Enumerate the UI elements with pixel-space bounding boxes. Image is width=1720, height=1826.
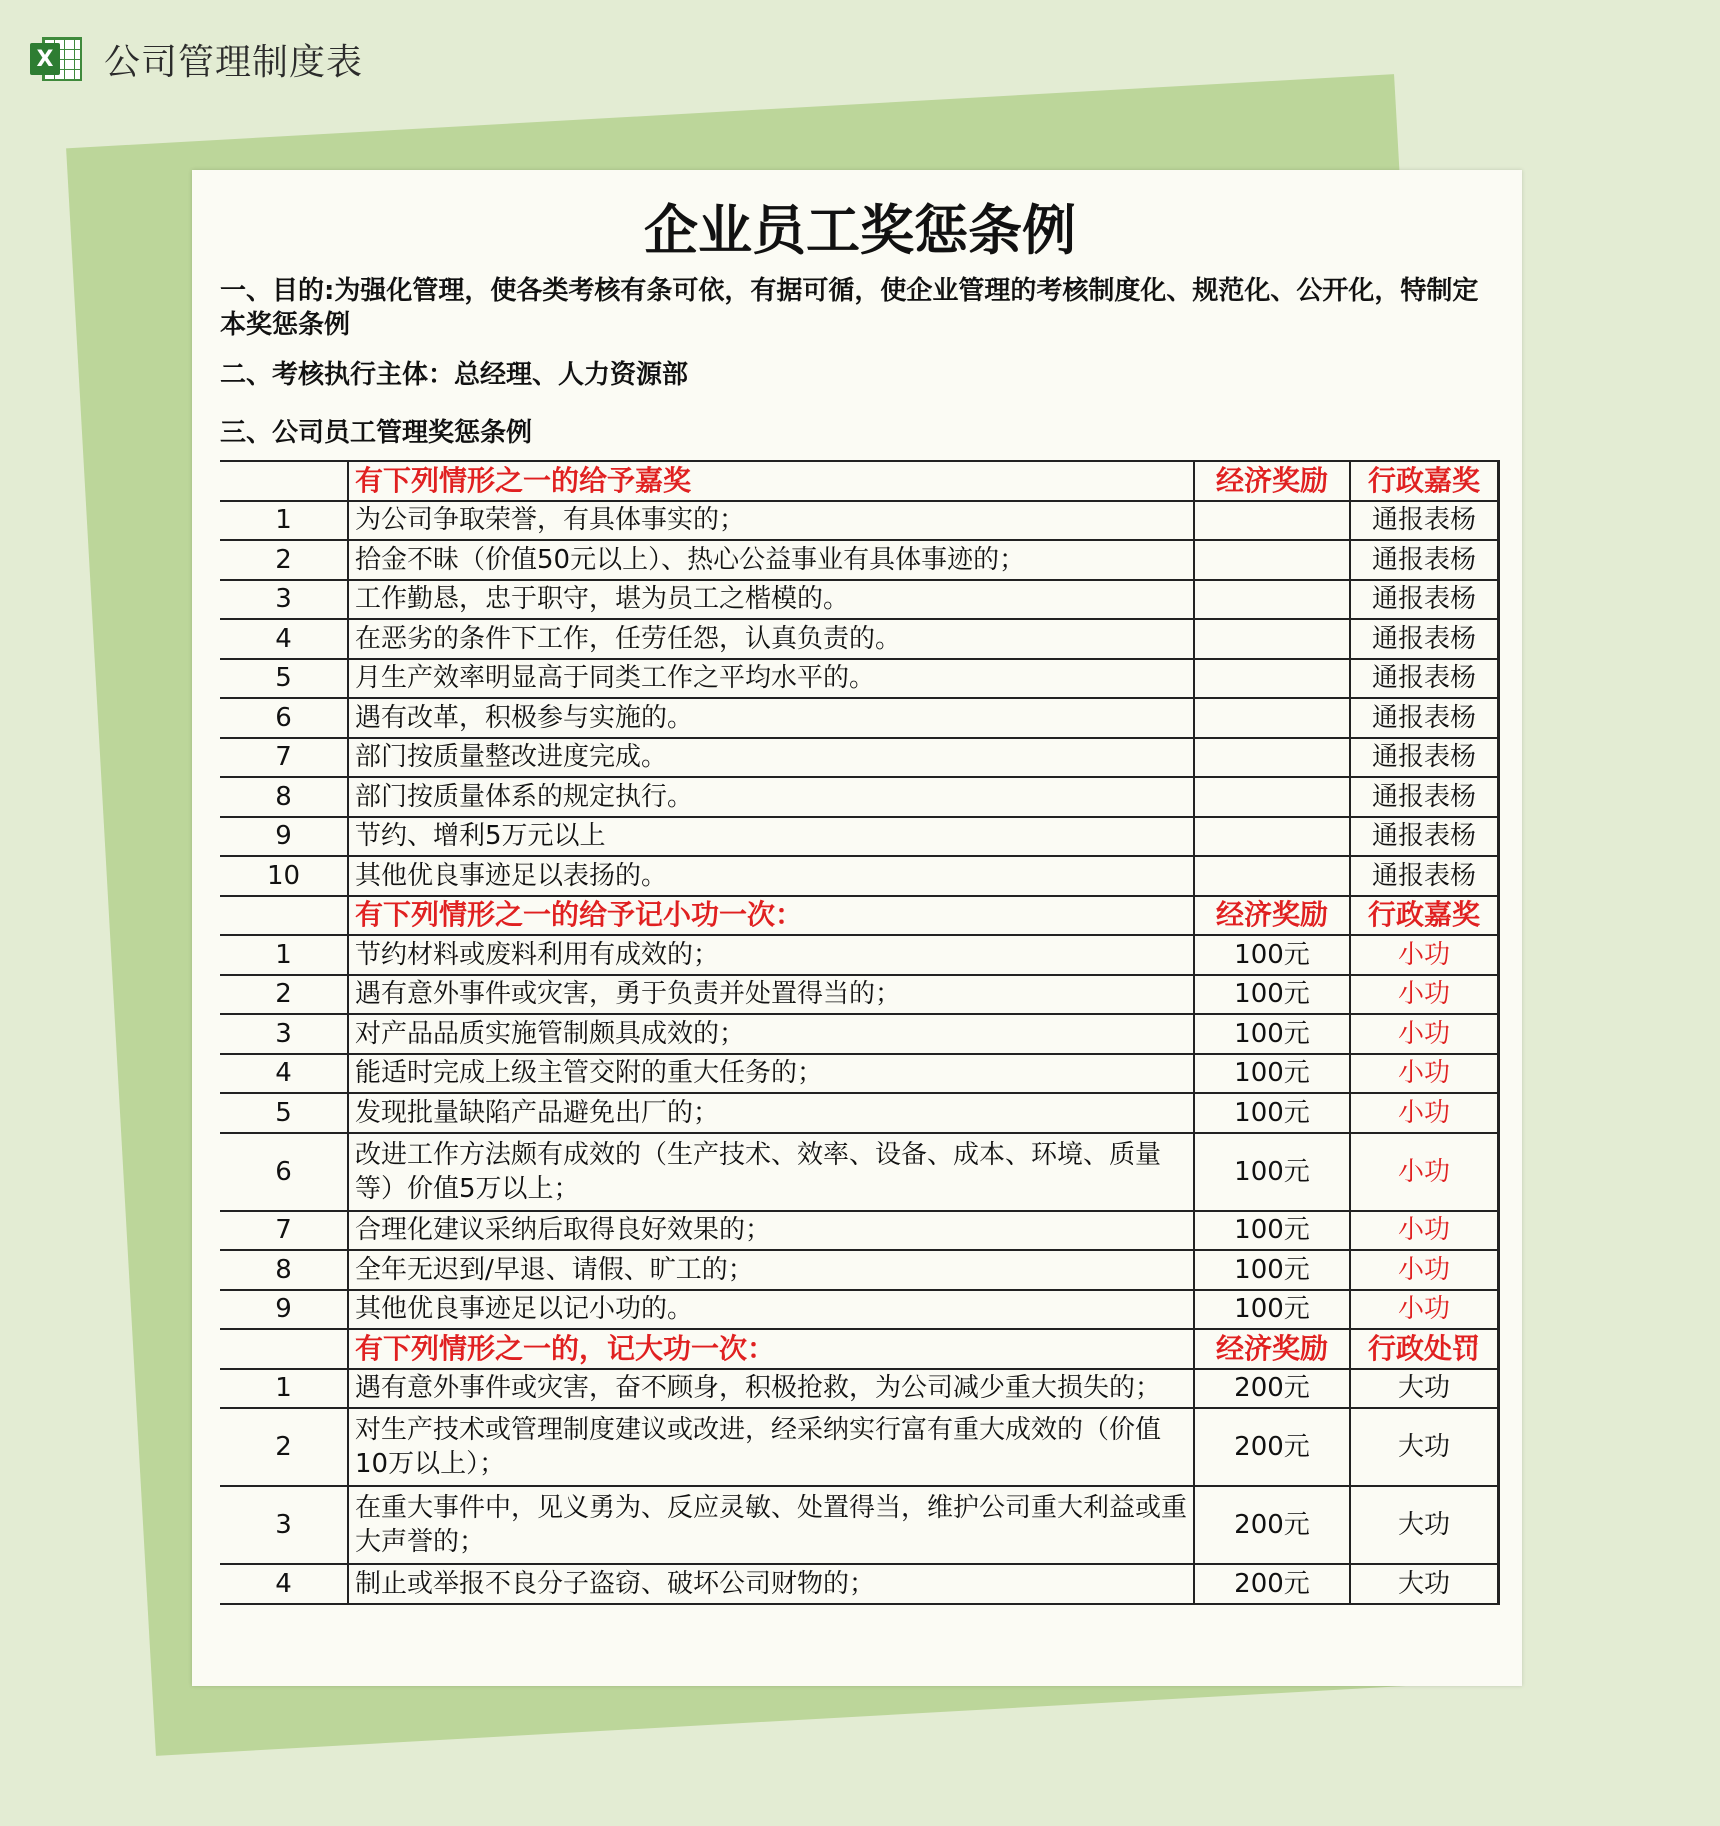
table-row	[220, 1369, 1498, 1409]
row-economic-reward	[1194, 540, 1350, 580]
row-admin-action: 通报表杨	[1350, 540, 1498, 580]
section-blank-cell	[220, 461, 348, 501]
row-admin-action: 小功	[1350, 975, 1498, 1015]
row-description: 其他优良事迹足以记小功的。	[348, 1290, 1194, 1330]
row-admin-action: 小功	[1350, 1093, 1498, 1133]
row-admin-action: 小功	[1350, 1250, 1498, 1290]
row-description: 节约、增利5万元以上	[348, 817, 1194, 857]
row-description: 节约材料或废料利用有成效的；	[348, 935, 1194, 975]
row-economic-reward	[1194, 501, 1350, 541]
row-number: 4	[220, 619, 348, 659]
header-title: 公司管理制度表	[104, 41, 364, 83]
document-title: 企业员工奖惩条例	[644, 198, 1076, 262]
row-description: 为公司争取荣誉，有具体事实的；	[348, 501, 1194, 541]
row-description: 部门按质量体系的规定执行。	[348, 777, 1194, 817]
row-admin-action: 通报表杨	[1350, 659, 1498, 699]
row-description: 其他优良事迹足以表扬的。	[348, 856, 1194, 896]
table-row	[220, 856, 1498, 896]
row-number: 3	[220, 580, 348, 620]
row-admin-action: 大功	[1350, 1486, 1498, 1564]
row-economic-reward: 200元	[1194, 1369, 1350, 1409]
paragraph-purpose: 一、目的:为强化管理，使各类考核有条可依，有据可循，使企业管理的考核制度化、规范化、公开化，特制定本奖惩条例	[220, 276, 1479, 340]
row-description: 在重大事件中，见义勇为、反应灵敏、处置得当，维护公司重大利益或重大声誉的；	[348, 1486, 1194, 1564]
row-admin-action: 通报表杨	[1350, 619, 1498, 659]
section-header-row	[220, 1329, 1498, 1369]
table-row	[220, 738, 1498, 778]
row-number: 7	[220, 738, 348, 778]
row-number: 4	[220, 1054, 348, 1094]
column-header-economic: 经济奖励	[1194, 896, 1350, 936]
row-number: 1	[220, 501, 348, 541]
row-economic-reward: 100元	[1194, 1093, 1350, 1133]
row-description: 制止或举报不良分子盗窃、破坏公司财物的；	[348, 1564, 1194, 1604]
section-header-row	[220, 896, 1498, 936]
table-row	[220, 659, 1498, 699]
row-description: 能适时完成上级主管交附的重大任务的；	[348, 1054, 1194, 1094]
row-number: 3	[220, 1486, 348, 1564]
table-row	[220, 698, 1498, 738]
row-number: 1	[220, 935, 348, 975]
row-description: 月生产效率明显高于同类工作之平均水平的。	[348, 659, 1194, 699]
row-description: 全年无迟到/早退、请假、旷工的；	[348, 1250, 1194, 1290]
row-number: 1	[220, 1369, 348, 1409]
row-economic-reward: 100元	[1194, 1250, 1350, 1290]
column-header-admin: 行政嘉奖	[1350, 896, 1498, 936]
row-admin-action: 通报表杨	[1350, 580, 1498, 620]
table-row	[220, 1014, 1498, 1054]
row-economic-reward: 200元	[1194, 1408, 1350, 1486]
table-row	[220, 1486, 1498, 1564]
row-description: 遇有意外事件或灾害，奋不顾身，积极抢救，为公司减少重大损失的；	[348, 1369, 1194, 1409]
row-economic-reward	[1194, 856, 1350, 896]
table-row	[220, 1408, 1498, 1486]
table-row	[220, 975, 1498, 1015]
column-header-economic: 经济奖励	[1194, 1329, 1350, 1369]
section-blank-cell	[220, 1329, 348, 1369]
row-description: 遇有改革，积极参与实施的。	[348, 698, 1194, 738]
section-header-row	[220, 461, 1498, 501]
row-number: 9	[220, 817, 348, 857]
table-row	[220, 1093, 1498, 1133]
row-economic-reward: 200元	[1194, 1486, 1350, 1564]
row-admin-action: 小功	[1350, 935, 1498, 975]
table-row	[220, 777, 1498, 817]
table-row	[220, 619, 1498, 659]
row-number: 5	[220, 659, 348, 699]
row-description: 在恶劣的条件下工作，任劳任怨，认真负责的。	[348, 619, 1194, 659]
row-description: 对生产技术或管理制度建议或改进，经采纳实行富有重大成效的（价值10万以上）；	[348, 1408, 1194, 1486]
section-blank-cell	[220, 896, 348, 936]
row-economic-reward: 100元	[1194, 1014, 1350, 1054]
row-number: 8	[220, 1250, 348, 1290]
row-admin-action: 通报表杨	[1350, 501, 1498, 541]
document-sheet	[192, 170, 1522, 1686]
row-admin-action: 大功	[1350, 1564, 1498, 1604]
row-description: 合理化建议采纳后取得良好效果的；	[348, 1211, 1194, 1251]
row-description: 拾金不昧（价值50元以上）、热心公益事业有具体事迹的；	[348, 540, 1194, 580]
row-number: 2	[220, 1408, 348, 1486]
row-description: 改进工作方法颇有成效的（生产技术、效率、设备、成本、环境、质量等）价值5万以上；	[348, 1133, 1194, 1211]
section-heading: 有下列情形之一的给予嘉奖	[348, 461, 1194, 501]
row-number: 4	[220, 1564, 348, 1604]
row-number: 10	[220, 856, 348, 896]
row-description: 工作勤恳，忠于职守，堪为员工之楷模的。	[348, 580, 1194, 620]
column-header-admin: 行政嘉奖	[1350, 461, 1498, 501]
row-admin-action: 小功	[1350, 1014, 1498, 1054]
app-header	[30, 28, 363, 90]
column-header-economic: 经济奖励	[1194, 461, 1350, 501]
row-admin-action: 大功	[1350, 1408, 1498, 1486]
row-description: 遇有意外事件或灾害，勇于负责并处置得当的；	[348, 975, 1194, 1015]
table-row	[220, 1290, 1498, 1330]
excel-icon: X	[30, 33, 84, 85]
row-economic-reward	[1194, 619, 1350, 659]
table-row	[220, 1054, 1498, 1094]
row-economic-reward: 100元	[1194, 1211, 1350, 1251]
row-admin-action: 小功	[1350, 1290, 1498, 1330]
row-number: 9	[220, 1290, 348, 1330]
paragraph-regulations: 三、公司员工管理奖惩条例	[220, 418, 533, 448]
section-heading: 有下列情形之一的，记大功一次：	[348, 1329, 1194, 1369]
row-economic-reward	[1194, 817, 1350, 857]
row-economic-reward: 100元	[1194, 1133, 1350, 1211]
row-economic-reward	[1194, 777, 1350, 817]
row-admin-action: 通报表杨	[1350, 856, 1498, 896]
row-economic-reward	[1194, 698, 1350, 738]
table-row	[220, 1211, 1498, 1251]
row-number: 3	[220, 1014, 348, 1054]
table-row	[220, 501, 1498, 541]
row-admin-action: 小功	[1350, 1211, 1498, 1251]
row-number: 6	[220, 698, 348, 738]
row-description: 发现批量缺陷产品避免出厂的；	[348, 1093, 1194, 1133]
row-economic-reward: 100元	[1194, 1290, 1350, 1330]
table-row	[220, 580, 1498, 620]
section-heading: 有下列情形之一的给予记小功一次：	[348, 896, 1194, 936]
row-admin-action: 大功	[1350, 1369, 1498, 1409]
row-admin-action: 小功	[1350, 1054, 1498, 1094]
row-economic-reward: 100元	[1194, 975, 1350, 1015]
table-row	[220, 1250, 1498, 1290]
row-economic-reward	[1194, 738, 1350, 778]
row-admin-action: 通报表杨	[1350, 698, 1498, 738]
row-number: 2	[220, 540, 348, 580]
rewards-table	[220, 460, 1499, 1605]
table-row	[220, 817, 1498, 857]
row-admin-action: 通报表杨	[1350, 777, 1498, 817]
row-admin-action: 小功	[1350, 1133, 1498, 1211]
row-economic-reward: 100元	[1194, 935, 1350, 975]
table-row	[220, 1133, 1498, 1211]
row-economic-reward: 200元	[1194, 1564, 1350, 1604]
row-admin-action: 通报表杨	[1350, 817, 1498, 857]
row-economic-reward: 100元	[1194, 1054, 1350, 1094]
row-description: 部门按质量整改进度完成。	[348, 738, 1194, 778]
row-number: 6	[220, 1133, 348, 1211]
row-number: 7	[220, 1211, 348, 1251]
row-description: 对产品品质实施管制颇具成效的；	[348, 1014, 1194, 1054]
column-header-admin: 行政处罚	[1350, 1329, 1498, 1369]
row-number: 2	[220, 975, 348, 1015]
table-row	[220, 935, 1498, 975]
row-economic-reward	[1194, 580, 1350, 620]
paragraph-executor: 二、考核执行主体：总经理、人力资源部	[220, 360, 689, 390]
row-economic-reward	[1194, 659, 1350, 699]
row-admin-action: 通报表杨	[1350, 738, 1498, 778]
table-row	[220, 540, 1498, 580]
row-number: 5	[220, 1093, 348, 1133]
row-number: 8	[220, 777, 348, 817]
table-row	[220, 1564, 1498, 1604]
